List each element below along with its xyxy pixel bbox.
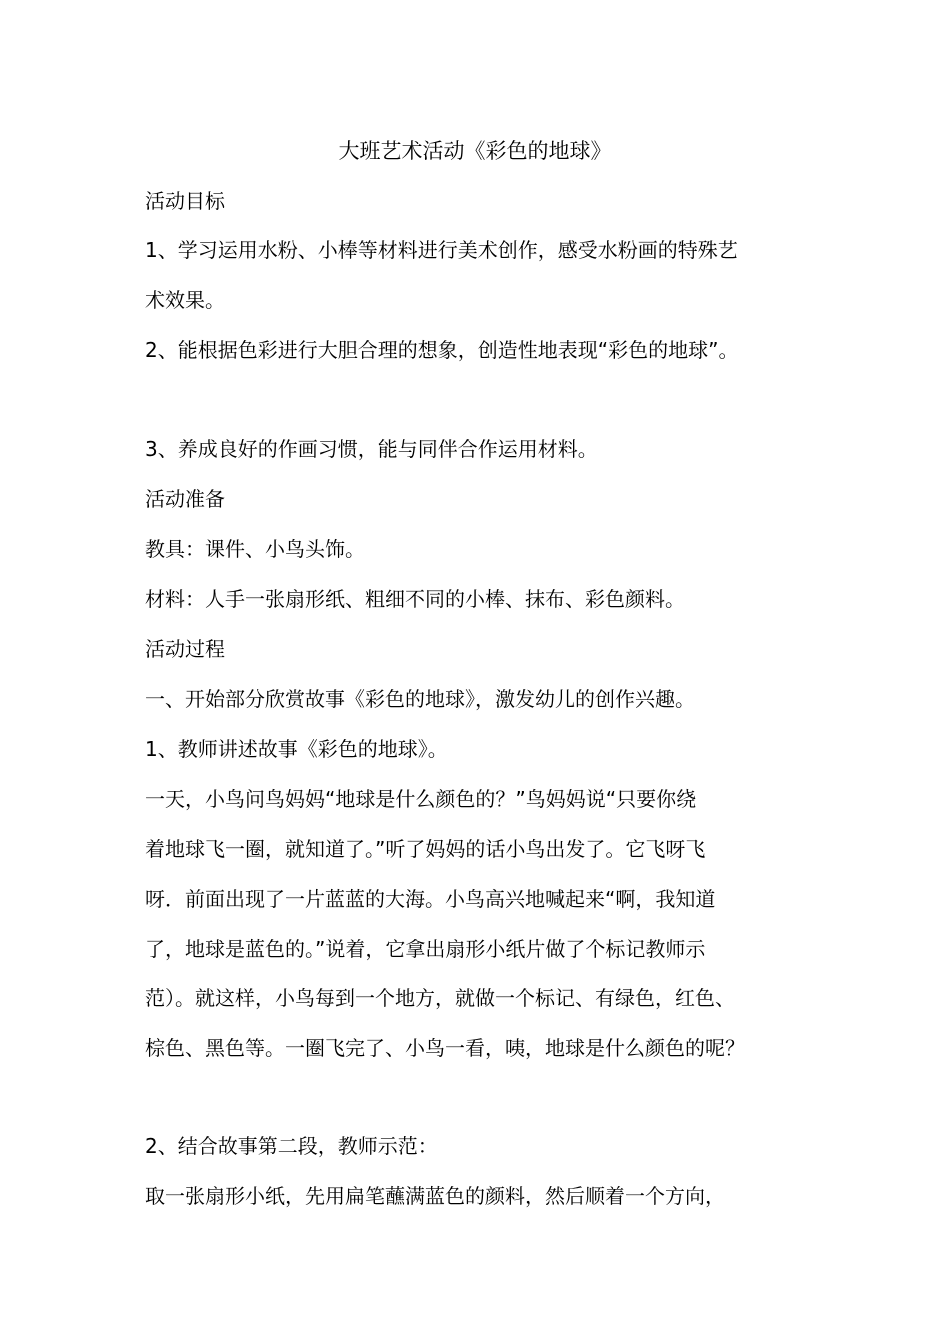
paragraph-line: 一天，小鸟问鸟妈妈“地球是什么颜色的？”鸟妈妈说“只要你绕	[145, 787, 697, 811]
section-heading-goals: 活动目标	[145, 189, 225, 213]
paragraph-line: 1、学习运用水粉、小棒等材料进行美术创作，感受水粉画的特殊艺	[145, 238, 738, 262]
paragraph-line: 着地球飞一圈，就知道了。”听了妈妈的话小鸟出发了。它飞呀飞	[145, 837, 706, 861]
paragraph-line: 3、养成良好的作画习惯，能与同伴合作运用材料。	[145, 437, 598, 461]
paragraph-line: 一、开始部分欣赏故事《彩色的地球》，激发幼儿的创作兴趣。	[145, 687, 695, 711]
paragraph-line: 范）。就这样，小鸟每到一个地方，就做一个标记、有绿色，红色、	[145, 986, 735, 1010]
section-heading-preparation: 活动准备	[145, 487, 225, 511]
paragraph-line: 2、能根据色彩进行大胆合理的想象，创造性地表现“彩色的地球”。	[145, 338, 739, 362]
paragraph-line: 2、结合故事第二段，教师示范：	[145, 1134, 438, 1158]
paragraph-line: 1、教师讲述故事《彩色的地球》。	[145, 737, 448, 761]
paragraph-line: 棕色、黑色等。一圈飞完了、小鸟一看，咦，地球是什么颜色的呢？	[145, 1036, 745, 1060]
paragraph-line: 呀．前面出现了一片蓝蓝的大海。小鸟高兴地喊起来“啊，我知道	[145, 887, 716, 911]
section-heading-process: 活动过程	[145, 637, 225, 661]
paragraph-line: 材料：人手一张扇形纸、粗细不同的小棒、抹布、彩色颜料。	[145, 587, 685, 611]
paragraph-line: 了，地球是蓝色的。”说着，它拿出扇形小纸片做了个标记教师示	[145, 937, 706, 961]
paragraph-line: 取一张扇形小纸，先用扁笔蘸满蓝色的颜料，然后顺着一个方向，	[145, 1184, 725, 1208]
paragraph-line: 术效果。	[145, 288, 225, 312]
document-title: 大班艺术活动《彩色的地球》	[338, 139, 612, 163]
paragraph-line: 教具：课件、小鸟头饰。	[145, 537, 365, 561]
